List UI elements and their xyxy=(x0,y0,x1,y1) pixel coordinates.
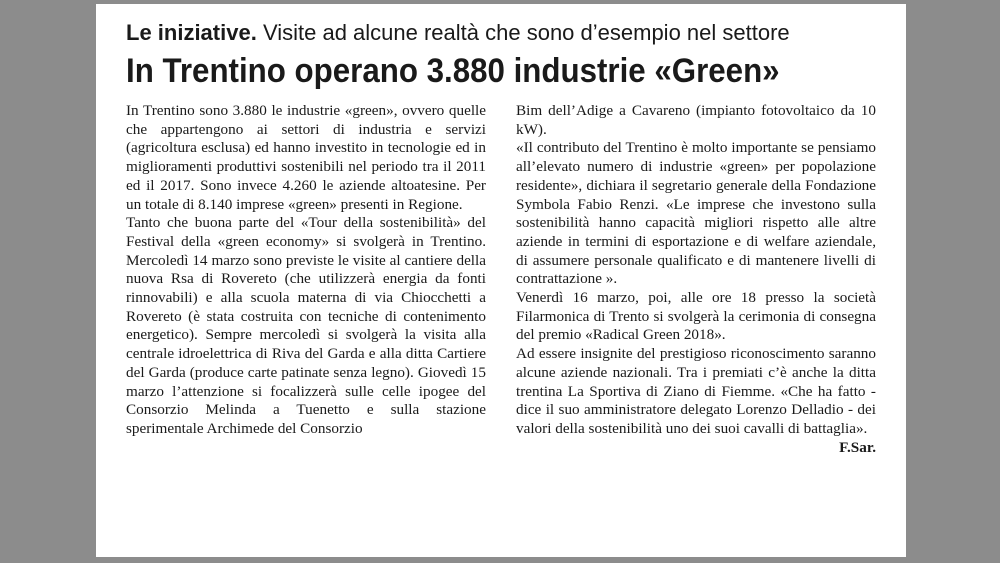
paragraph-text: Ad essere insignite del prestigioso riconoscimento saranno alcune aziende nazionali. Tra i premiati c’è anche la ditta trentina La Sportiva di Ziano di Fiemme. «Che ha fatto - dice il suo amministratore delegato Lorenzo Delladio - dei valori della sostenibilità uno dei suoi cavalli di battaglia». xyxy=(516,345,876,437)
newspaper-clipping xyxy=(96,4,906,557)
paragraph: «Il contributo del Trentino è molto importante se pensiamo all’elevato numero di industrie «green» per popolazione residente», dichiara il segretario generale della Fondazione Symbola Fabio Renzi. «Le imprese che investono sulla sostenibilità hanno capacità migliori rispetto alle altre aziende in termini di esportazione e di welfare aziendale, di assumere personale qualificato e di mantenere livelli di contrattazione ». xyxy=(516,139,876,288)
paragraph: In Trentino sono 3.880 le industrie «green», ovvero quelle che appartengono ai settori di industria e servizi (agricoltura esclusa) ed hanno investito in tecnologie ed in miglioramenti produttivi sostenibili nel periodo tra il 2011 ed il 2017. Sono invece 4.260 le aziende altoatesine. Per un totale di 8.140 imprese «green» presenti in Regione. xyxy=(126,102,486,213)
author-signature: F.Sar. xyxy=(839,438,876,456)
paragraph: Bim dell’Adige a Cavareno (impianto fotovoltaico da 10 kW). xyxy=(516,102,876,138)
kicker-label: Le iniziative. xyxy=(126,20,257,45)
kicker-line xyxy=(126,18,876,48)
article-body xyxy=(126,102,876,457)
column-right xyxy=(516,102,876,457)
paragraph: Venerdì 16 marzo, poi, alle ore 18 presso la società Filarmonica di Trento si svolgerà la cerimonia di consegna del premio «Radical Green 2018». xyxy=(516,289,876,344)
headline: In Trentino operano 3.880 industrie «Green» xyxy=(126,52,780,90)
paragraph-final xyxy=(516,345,876,456)
kicker-text: Visite ad alcune realtà che sono d’esempio nel settore xyxy=(256,20,790,45)
column-left xyxy=(126,102,486,457)
paragraph: Tanto che buona parte del «Tour della sostenibilità» del Festival della «green economy» si svolgerà in Trentino. Mercoledì 14 marzo sono previste le visite al cantiere della nuova Rsa di Rovereto (che utilizzerà energia da fonti rinnovabili) e alla scuola materna di via Chiocchetti a Rovereto (è stata costruita con tecniche di contenimento energetico). Sempre mercoledì si svolgerà la visita alla centrale idroelettrica di Riva del Garda e alla ditta Cartiere del Garda (produce carte patinate senza legno). Giovedì 15 marzo l’attenzione si focalizzerà sulle celle ipogee del Consorzio Melinda a Tuenetto e sulla stazione sperimentale Archimede del Consorzio xyxy=(126,214,486,437)
